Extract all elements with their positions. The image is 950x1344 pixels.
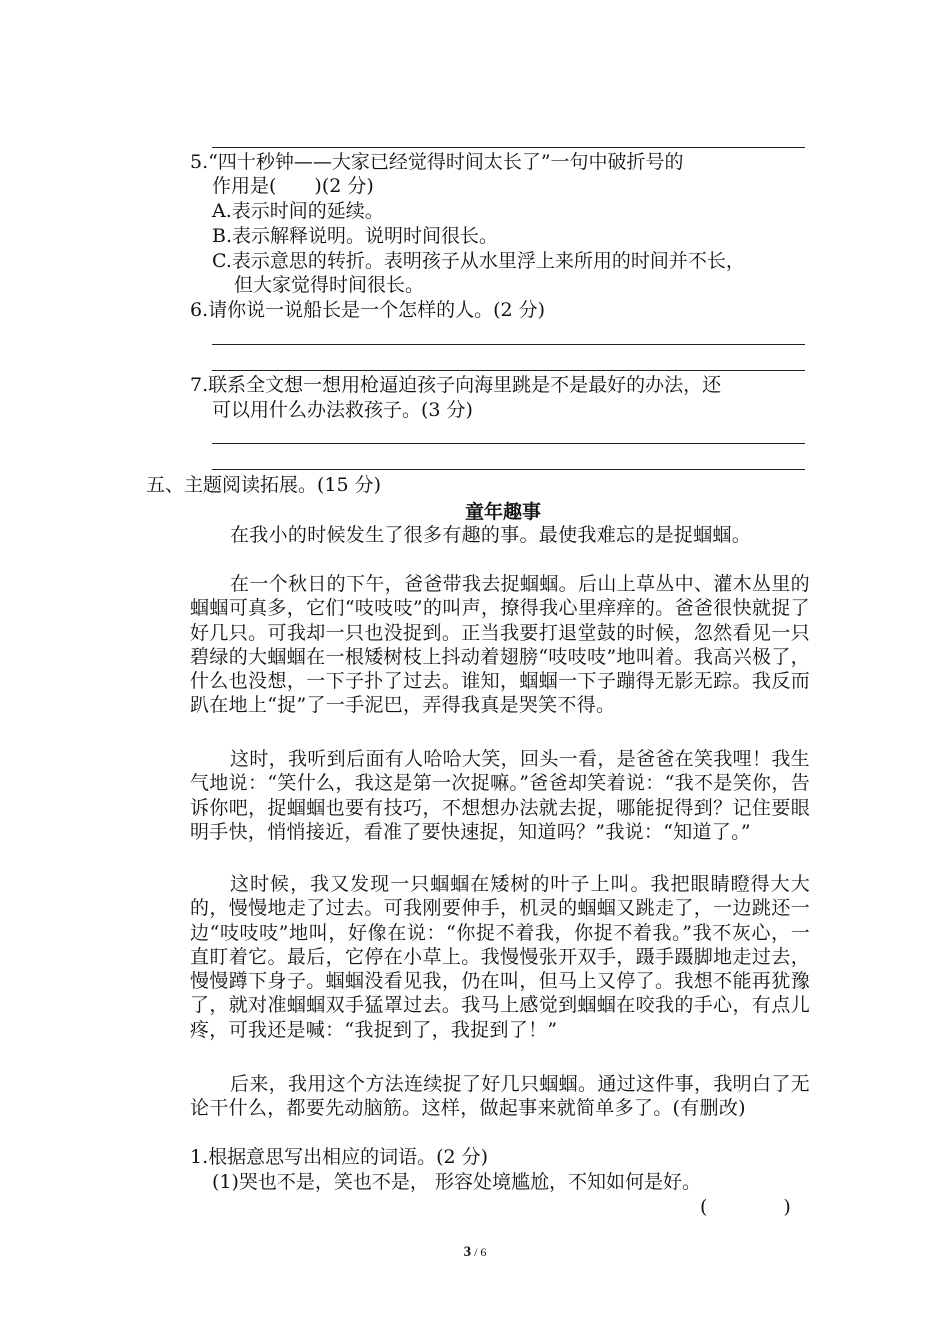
question-1-sub-1: (1)哭也不是，笑也不是， 形容处境尴尬，不知如何是好。 (212, 1171, 701, 1193)
story-title: 童年趣事 (465, 501, 542, 523)
q5-option-c-line2: 但大家觉得时间很长。 (234, 274, 425, 296)
answer-blank: ( ) (700, 1196, 791, 1218)
q5-option-a: A.表示时间的延续。 (212, 200, 384, 222)
page-number (0, 1244, 950, 1261)
q7-line1: 7.联系全文想一想用枪逼迫孩子向海里跳是不是最好的办法，还 (190, 374, 722, 396)
current-page: 3 (463, 1244, 472, 1260)
q5-option-c-line1: C.表示意思的转折。表明孩子从水里浮上来所用的时间并不长， (212, 250, 745, 272)
answer-line (212, 147, 805, 148)
q6: 6.请你说一说船长是一个怎样的人。(2 分) (190, 299, 546, 321)
story-paragraph: 这时，我听到后面有人哈哈大笑，回头一看，是爸爸在笑我哩！我生气地说：“笑什么，我这是第一次捉嘛。”爸爸却笑着说：“我不是笑你，告诉你吧，捉蝈蝈也要有技巧，不想想办法就去捉，哪能捉得到？记住要眼明手快，悄悄接近，看准了要快速捉，知道吗？”我说：“知道了。” (190, 748, 810, 843)
answer-line (212, 443, 805, 444)
q5-option-b: B.表示解释说明。说明时间很长。 (212, 225, 499, 247)
story-paragraph: 后来，我用这个方法连续捉了好几只蝈蝈。通过这件事，我明白了无论干什么，都要先动脑筋。这样，做起事来就简单多了。(有删改) (190, 1073, 810, 1120)
q5-line2: 作用是( )(2 分) (212, 175, 374, 197)
story-paragraph: 这时候，我又发现一只蝈蝈在矮树的叶子上叫。我把眼睛瞪得大大的，慢慢地走了过去。可我刚要伸手，机灵的蝈蝈又跳走了，一边跳还一边“吱吱吱”地叫，好像在说：“你捉不着我，你捉不着我。”我不灰心，一直盯着它。最后，它停在小草上。我慢慢张开双手，蹑手蹑脚地走过去，慢慢蹲下身子。蝈蝈没看见我，仍在叫，但马上又停了。我想不能再犹豫了，就对准蝈蝈双手猛罩过去。我马上感觉到蝈蝈在咬我的手心，有点儿疼，可我还是喊：“我捉到了，我捉到了！” (190, 873, 810, 1041)
answer-line (212, 469, 805, 470)
answer-line (212, 370, 805, 371)
question-1: 1.根据意思写出相应的词语。(2 分) (190, 1146, 489, 1168)
total-pages: / 6 (471, 1245, 487, 1259)
story-paragraph: 在一个秋日的下午，爸爸带我去捉蝈蝈。后山上草丛中、灌木丛里的蝈蝈可真多，它们“吱吱吱”的叫声，撩得我心里痒痒的。爸爸很快就捉了好几只。可我却一只也没捉到。正当我要打退堂鼓的时候，忽然看见一只碧绿的大蝈蝈在一根矮树枝上抖动着翅膀“吱吱吱”地叫着。我高兴极了，什么也没想，一下子扑了过去。谁知，蝈蝈一下子蹦得无影无踪。我反而趴在地上“捉”了一手泥巴，弄得我真是哭笑不得。 (190, 573, 810, 717)
q7-line2: 可以用什么办法救孩子。(3 分) (212, 399, 473, 421)
section-heading: 五、主题阅读拓展。(15 分) (146, 474, 382, 496)
story-paragraph: 在我小的时候发生了很多有趣的事。最使我难忘的是捉蝈蝈。 (230, 524, 752, 546)
answer-line (212, 344, 805, 345)
q5-line1: 5.“四十秒钟——大家已经觉得时间太长了”一句中破折号的 (190, 151, 684, 173)
